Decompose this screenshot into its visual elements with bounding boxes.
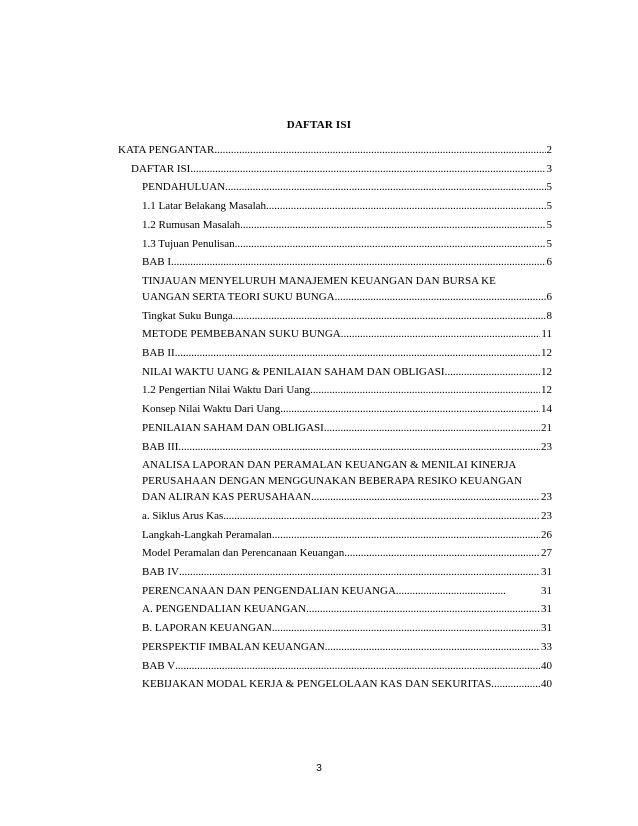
dot-leader xyxy=(311,489,540,505)
toc-entry[interactable] xyxy=(142,564,552,580)
toc-entry[interactable] xyxy=(142,676,552,692)
toc-page-number: 21 xyxy=(541,421,552,434)
toc-entry[interactable] xyxy=(142,457,552,505)
page-title: DAFTAR ISI xyxy=(286,119,352,131)
dot-leader xyxy=(272,620,540,636)
dot-leader xyxy=(325,639,540,655)
toc-entry[interactable] xyxy=(131,161,552,177)
toc-entry[interactable] xyxy=(142,545,552,561)
toc-page-number: 12 xyxy=(541,384,552,397)
dot-leader xyxy=(235,236,546,252)
toc-entry-title: KATA PENGANTAR xyxy=(118,144,215,156)
dot-leader xyxy=(190,161,545,177)
toc-page-number: 26 xyxy=(541,528,552,541)
toc-entry-title: KEBIJAKAN MODAL KERJA & PENGELOLAAN KAS DAN SEKURITAS xyxy=(142,678,492,691)
toc-page-number: 33 xyxy=(541,640,552,653)
toc-entry[interactable] xyxy=(142,345,552,361)
dot-leader xyxy=(266,198,545,214)
toc-entry[interactable] xyxy=(142,639,552,655)
dot-leader xyxy=(225,179,545,195)
toc-entry[interactable] xyxy=(142,401,552,417)
toc-entry[interactable] xyxy=(142,508,552,524)
toc-entry-title: PERUSAHAAN DENGAN MENGGUNAKAN BEBERAPA RESIKO KEUANGAN xyxy=(142,475,523,488)
page-number: 3 xyxy=(316,763,322,774)
dot-leader xyxy=(177,345,540,361)
dot-leader xyxy=(491,676,540,692)
toc-entry[interactable] xyxy=(142,364,552,380)
toc-entry-title: PENILAIAN SAHAM DAN OBLIGASI xyxy=(142,421,324,434)
toc-entry[interactable] xyxy=(142,583,552,599)
toc-entry-title: PERENCANAAN DAN PENGENDALIAN KEUANGA xyxy=(142,584,396,597)
toc-entry[interactable] xyxy=(142,308,552,324)
toc-page-number: 11 xyxy=(541,328,552,341)
toc-entry-title: DAFTAR ISI xyxy=(131,162,191,175)
toc-entry[interactable] xyxy=(118,142,552,158)
toc-entry-title: 1.1 Latar Belakang Masalah xyxy=(142,200,267,213)
toc-page-number: 3 xyxy=(546,162,552,175)
toc-page-number: 5 xyxy=(546,181,552,194)
toc-entry[interactable] xyxy=(142,254,552,270)
dot-leader xyxy=(214,142,545,158)
dot-leader xyxy=(445,364,540,380)
toc-entry-title: Model Peramalan dan Perencanaan Keuangan xyxy=(142,547,345,560)
toc-entry-title: UANGAN SERTA TEORI SUKU BUNGA. xyxy=(142,290,338,303)
toc-entry[interactable] xyxy=(142,273,552,305)
dot-leader xyxy=(344,545,540,561)
toc-entry[interactable] xyxy=(142,198,552,214)
toc-entry-title: Tingkat Suku Bunga xyxy=(142,309,233,322)
dot-leader xyxy=(337,289,545,305)
dot-leader xyxy=(223,508,540,524)
toc-entry-title: ANALISA LAPORAN DAN PERAMALAN KEUANGAN & MENILAI KINERJA xyxy=(142,459,517,472)
toc-entry[interactable] xyxy=(142,382,552,398)
dot-leader xyxy=(171,254,545,270)
toc-page-number: 12 xyxy=(541,365,552,378)
toc-page-number: 23 xyxy=(541,440,552,453)
dot-leader xyxy=(324,420,540,436)
toc-entry[interactable] xyxy=(142,217,552,233)
toc-page-number: 31 xyxy=(541,584,552,597)
toc-entry-title: DAN ALIRAN KAS PERUSAHAAN xyxy=(142,491,311,504)
toc-entry[interactable] xyxy=(142,620,552,636)
toc-page-number: 31 xyxy=(541,566,552,578)
toc-page-number: 27 xyxy=(541,547,552,560)
toc-entry[interactable] xyxy=(142,439,552,455)
toc-entry-title: BAB II. xyxy=(142,347,178,359)
toc-entry-title: 1.2 Pengertian Nilai Waktu Dari Uang xyxy=(142,384,311,397)
toc-page-number: 8 xyxy=(546,309,552,322)
toc-entry[interactable] xyxy=(142,420,552,436)
toc-page-number: 6 xyxy=(546,290,552,303)
toc-page-number: 31 xyxy=(541,603,552,616)
toc-entry[interactable] xyxy=(142,179,552,195)
dot-leader xyxy=(306,601,540,617)
toc-page-number: 6 xyxy=(546,256,552,269)
toc-entry-title: a. Siklus Arus Kas xyxy=(142,509,224,522)
toc-entry-title: METODE PEMBEBANAN SUKU BUNGA xyxy=(142,328,341,341)
dot-leader xyxy=(310,382,540,398)
toc-page-number: 40 xyxy=(541,678,552,691)
toc-entry-title: A. PENGENDALIAN KEUANGAN xyxy=(142,603,307,616)
toc-page-number: 12 xyxy=(541,347,552,359)
toc-entry-title: B. LAPORAN KEUANGAN xyxy=(142,622,272,635)
toc-entry[interactable] xyxy=(142,236,552,252)
dot-leader xyxy=(175,658,540,674)
toc-page-number: 31 xyxy=(541,622,552,635)
toc-entry-title: 1.2 Rumusan Masalah xyxy=(142,218,241,231)
toc-page-number: 5 xyxy=(546,237,552,250)
toc-page-number: 14 xyxy=(541,403,552,416)
toc-entry-title: TINJAUAN MENYELURUH MANAJEMEN KEUANGAN DAN BURSA KE xyxy=(142,274,496,287)
dot-leader xyxy=(396,583,506,599)
toc-entry[interactable] xyxy=(142,527,552,543)
dot-leader xyxy=(178,439,540,455)
toc-entry-title: PERSPEKTIF IMBALAN KEUANGAN xyxy=(142,640,325,653)
toc-page-number: 5 xyxy=(546,200,552,213)
toc-entry-title: BAB V xyxy=(142,659,176,672)
toc-entry-title: Langkah-Langkah Peramalan xyxy=(142,528,272,541)
toc-entry[interactable] xyxy=(142,601,552,617)
toc-page-number: 23 xyxy=(541,509,552,522)
dot-leader xyxy=(240,217,545,233)
toc-page-number: 23 xyxy=(541,491,552,504)
toc-entry[interactable] xyxy=(142,658,552,674)
toc-entry-title: NILAI WAKTU UANG & PENILAIAN SAHAM DAN OBLIGASI xyxy=(142,365,445,378)
dot-leader xyxy=(341,326,541,342)
toc-page-number: 40 xyxy=(541,659,552,672)
toc-entry-title: Konsep Nilai Waktu Dari Uang xyxy=(142,403,281,416)
dot-leader xyxy=(179,564,540,580)
toc-entry[interactable] xyxy=(142,326,552,342)
dot-leader xyxy=(272,527,540,543)
toc-entry-title: BAB I xyxy=(142,256,172,269)
toc-page-number: 2 xyxy=(546,144,552,156)
toc-entry-title: 1.3 Tujuan Penulisan xyxy=(142,237,235,250)
dot-leader xyxy=(233,308,546,324)
toc-entry-title: PENDAHULUAN xyxy=(142,181,226,194)
toc-page-number: 5 xyxy=(546,218,552,231)
toc-entry-title: BAB III xyxy=(142,440,179,453)
dot-leader xyxy=(280,401,540,417)
toc-entry-title: BAB IV xyxy=(142,566,179,578)
